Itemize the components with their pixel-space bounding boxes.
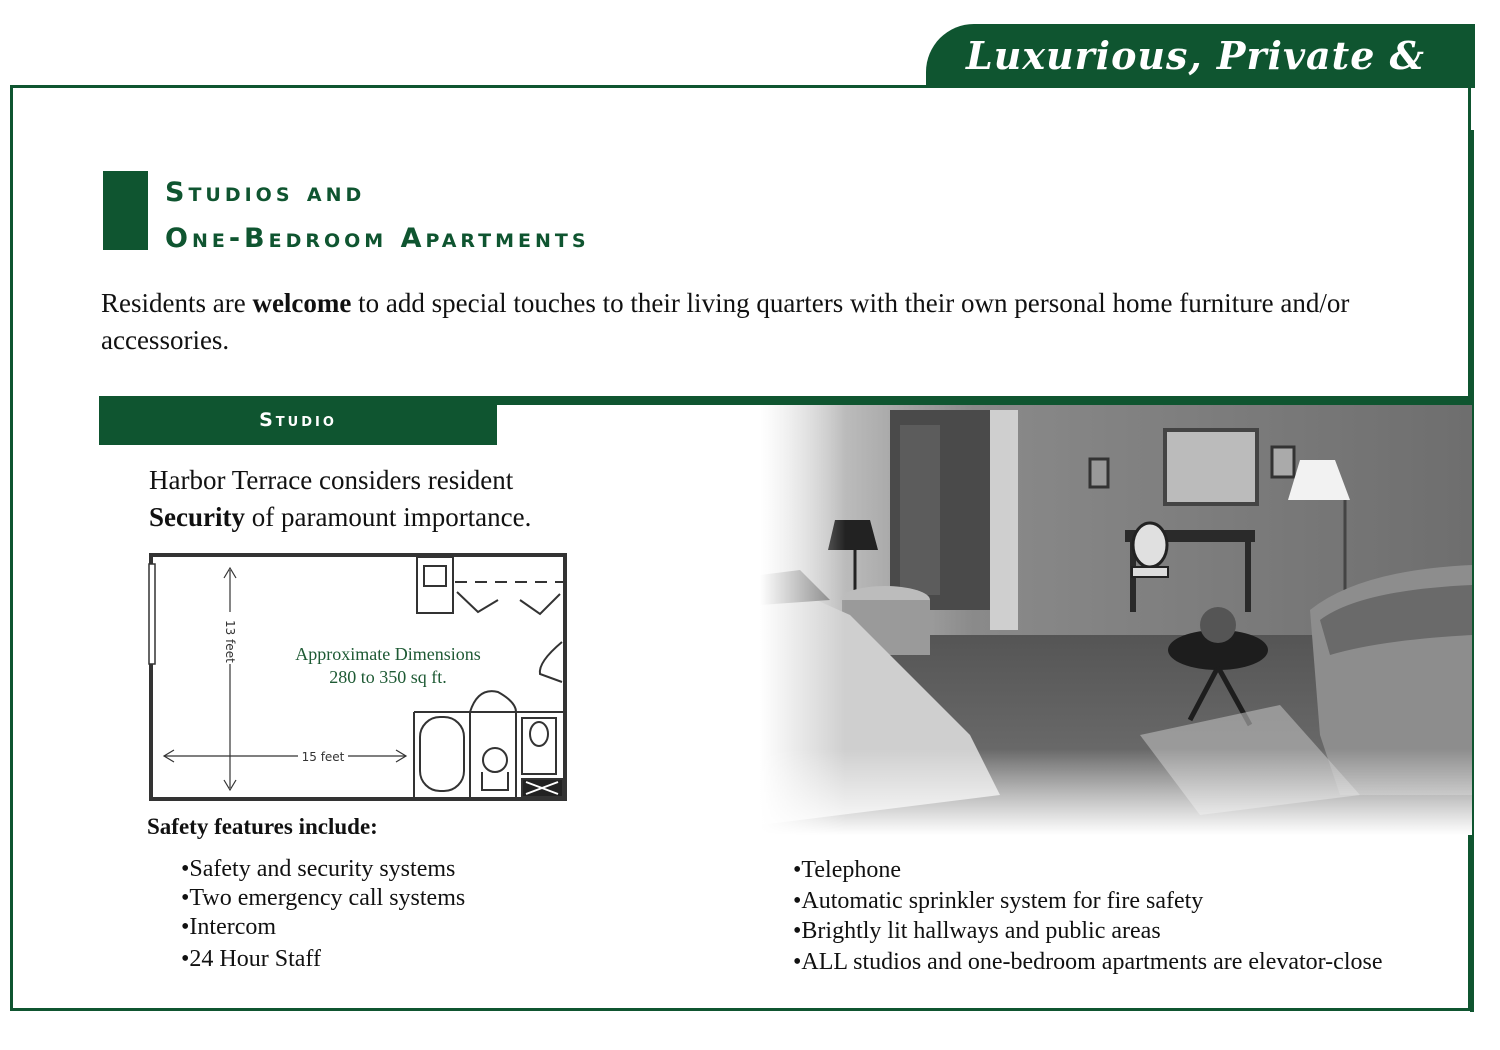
studio-lead-text	[149, 462, 669, 536]
list-item: •24 Hour Staff	[181, 946, 321, 972]
dim-width-label: 15 feet	[301, 750, 345, 764]
heading-accent-bar	[103, 171, 148, 250]
list-item: •Brightly lit hallways and public areas	[793, 918, 1161, 944]
intro-text-before: Residents are	[101, 288, 253, 318]
dim-title: Approximate Dimensions	[295, 644, 481, 664]
studio-section-tab: Studio	[99, 396, 497, 445]
safety-list-left	[181, 855, 465, 974]
dim-height-label: 13 feet	[223, 620, 237, 663]
list-item: •Safety and security systems	[181, 856, 456, 882]
studio-lead-bold: Security	[149, 502, 245, 532]
studio-lead-line1: Harbor Terrace considers resident	[149, 465, 514, 495]
floor-plan	[148, 552, 568, 802]
tagline: Luxurious, Private & Safe	[966, 33, 1425, 134]
list-item: •ALL studios and one-bedroom apartments are elevator-close	[793, 948, 1383, 975]
list-item: •Intercom	[181, 914, 277, 940]
list-item: •Telephone	[793, 857, 902, 883]
page-title	[165, 170, 590, 262]
intro-text-bold: welcome	[252, 288, 352, 318]
list-item: •Two emergency call systems	[181, 885, 466, 911]
safety-list-right	[793, 855, 1383, 977]
studio-lead-line2	[149, 499, 669, 536]
intro-paragraph	[101, 285, 1431, 359]
dim-range: 280 to 350 sq ft.	[329, 667, 447, 687]
section-rule	[497, 396, 1472, 405]
studio-photo	[760, 405, 1472, 835]
studio-lead-after: of paramount importance.	[244, 502, 532, 532]
intro-text-after: to add special touches to their living quarters with their own personal home furniture and/or accessories.	[101, 288, 1350, 355]
list-item: •Automatic sprinkler system for fire safety	[793, 887, 1204, 914]
page-title-line1: Studios and	[165, 177, 366, 208]
page-title-line2: One-Bedroom Apartments	[165, 223, 590, 254]
safety-heading: Safety features include:	[147, 814, 378, 839]
